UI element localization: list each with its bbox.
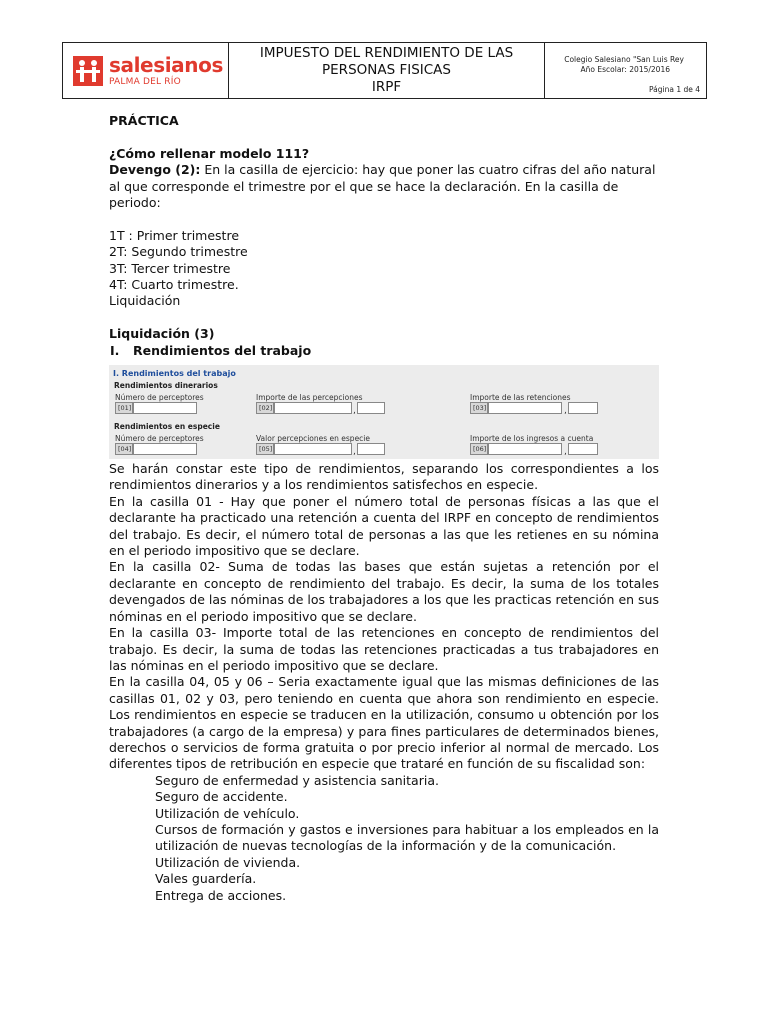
header-info <box>545 43 706 98</box>
form-label: Número de perceptores <box>115 393 204 403</box>
subsection-title: Rendimientos del trabajo <box>133 342 312 358</box>
devengo-paragraph <box>109 162 659 211</box>
list-item: Utilización de vehículo. <box>155 805 300 821</box>
period-item: 2T: Segundo trimestre <box>109 244 248 260</box>
paragraph: En la casilla 03- Importe total de las retenciones en concepto de rendimientos del trabajo. Es decir, la suma de todas las retenciones practicadas a tus trabajadores en las nóminas en el periodo impositivo que se declare. <box>109 625 659 673</box>
list-item: Utilización de vivienda. <box>155 854 301 870</box>
form-title: I. Rendimientos del trabajo <box>113 369 236 379</box>
casilla-03-decimals-field[interactable] <box>568 402 598 414</box>
logo-subtitle: PALMA DEL RÍO <box>109 76 181 87</box>
logo-name: salesianos <box>109 52 223 77</box>
casilla-05-decimals-field[interactable] <box>357 443 385 455</box>
logo <box>63 43 229 98</box>
casilla-02-decimals-field[interactable] <box>357 402 385 414</box>
header-title-line2: PERSONAS FISICAS <box>322 62 451 78</box>
form-excerpt-image: I. Rendimientos del trabajo Rendimientos dinerarios Número de perceptores Importe de las percepciones Importe de las retenciones [01] [02] , [03] , Rendimientos en especie Número de perceptores Valor percepciones en especie Importe de los ingresos a cuenta [04] [05] , [06] , <box>109 365 659 459</box>
form-label: Valor percepciones en especie <box>256 434 371 444</box>
header-title <box>229 43 545 98</box>
casilla-06-field[interactable] <box>488 443 562 455</box>
period-item: 3T: Tercer trimestre <box>109 260 231 276</box>
form-code: [05] <box>256 443 274 455</box>
header-title-line3: IRPF <box>371 79 402 95</box>
paragraph: Se harán constar este tipo de rendimientos, separando los correspondientes a los rendimientos dinerarios y a los rendimientos satisfechos en especie. <box>109 461 659 493</box>
devengo-text: En la casilla de ejercicio: hay que poner las cuatro cifras del año natural al que corresponde el trimestre por el que se hace la declaración. En la casilla de periodo: <box>109 162 656 211</box>
form-label: Importe de los ingresos a cuenta <box>470 434 594 444</box>
list-item: Entrega de acciones. <box>155 887 287 903</box>
form-label: Número de perceptores <box>115 434 204 444</box>
subsection-number: I. <box>110 342 120 358</box>
salesianos-logo-icon <box>73 56 103 86</box>
school-name: Colegio Salesiano "San Luis Rey <box>564 55 684 64</box>
question-heading: ¿Cómo rellenar modelo 111? <box>109 145 310 161</box>
paragraph: En la casilla 02- Suma de todas las bases que están sujetas a retención por el declarante en concepto de rendimiento del trabajo. Es decir, la suma de los totales devengados de las nóminas de los trabajadores a los que les practicas retención en sus nóminas en el periodo impositivo que se declare. <box>109 559 659 624</box>
paragraph: En la casilla 01 - Hay que poner el número total de personas físicas a las que el declarante ha practicado una retención a cuenta del IRPF en concepto de rendimientos del trabajo. Es decir, el número total de personas a las que les retienes en su nómina en el periodo impositivo que se declare. <box>109 493 659 559</box>
devengo-label: Devengo (2): <box>109 162 201 178</box>
document-body <box>109 113 659 904</box>
list-item: Seguro de accidente. <box>155 789 288 805</box>
paragraph: En la casilla 04, 05 y 06 – Seria exactamente igual que las mismas definiciones de las casillas 01, 02 y 03, pero teniendo en cuenta que ahora son rendimiento en especie. Los rendimientos en especie se traducen en la utilización, consumo u obtención por los trabajadores (a cargo de la empresa) y para fines particulares de determinados bienes, derechos o servicios de forma gratuita o por precio inferior al normal de mercado. Los diferentes tipos de retribución en especie que trataré en función de su fiscalidad son: <box>109 674 659 772</box>
list-item: Seguro de enfermedad y asistencia sanitaria. <box>155 772 439 788</box>
school-year: Año Escolar: 2015/2016 <box>580 65 670 74</box>
casilla-05-field[interactable] <box>274 443 352 455</box>
list-item: Cursos de formación y gastos e inversiones para habituar a los empleados en la utilización de nuevas tecnologías de la información y de la comunicación. <box>155 821 659 854</box>
form-code: [03] <box>470 402 488 414</box>
page-number: Página 1 de 4 <box>648 85 700 94</box>
form-label: Importe de las retenciones <box>470 393 571 403</box>
form-code: [02] <box>256 402 274 414</box>
header-title-line1: IMPUESTO DEL RENDIMIENTO DE LAS <box>259 45 514 61</box>
form-subtitle-dinerarios: Rendimientos dinerarios <box>114 381 218 391</box>
casilla-06-decimals-field[interactable] <box>568 443 598 455</box>
liquidacion-heading: Liquidación (3) <box>109 326 215 342</box>
subsection-heading <box>109 343 659 359</box>
section-heading: PRÁCTICA <box>109 113 179 128</box>
period-item: 4T: Cuarto trimestre. <box>109 277 239 293</box>
form-code: [06] <box>470 443 488 455</box>
casilla-01-field[interactable] <box>133 402 197 414</box>
form-subtitle-especie: Rendimientos en especie <box>114 422 220 432</box>
list-item: Vales guardería. <box>155 871 257 887</box>
period-item: Liquidación <box>109 293 181 309</box>
period-item: 1T : Primer trimestre <box>109 227 240 243</box>
form-code: [04] <box>115 443 133 455</box>
form-code: [01] <box>115 402 133 414</box>
casilla-04-field[interactable] <box>133 443 197 455</box>
form-label: Importe de las percepciones <box>256 393 363 403</box>
casilla-03-field[interactable] <box>488 402 562 414</box>
casilla-02-field[interactable] <box>274 402 352 414</box>
document-header <box>62 42 707 99</box>
